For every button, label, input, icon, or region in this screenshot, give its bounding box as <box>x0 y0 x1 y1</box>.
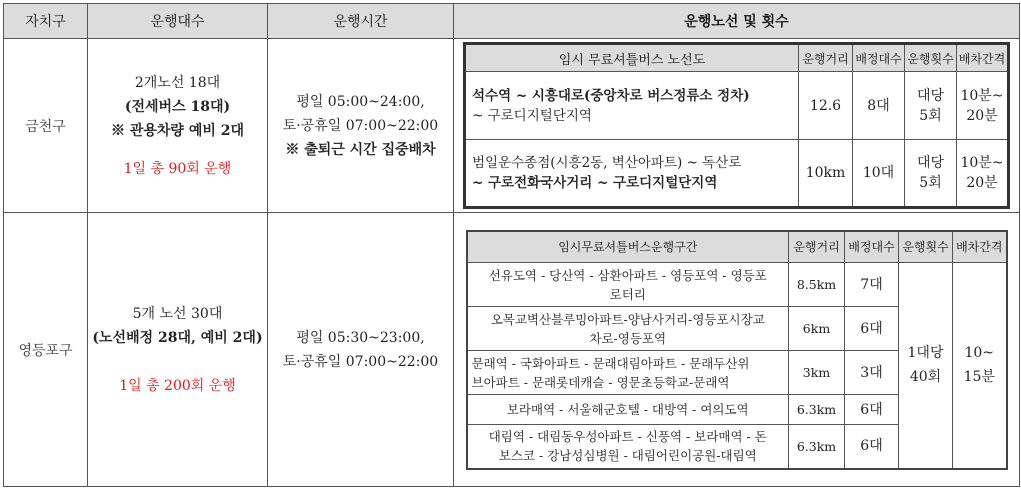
route-distance: 6.3km <box>789 425 845 469</box>
route-distance: 10km <box>799 140 853 208</box>
yeongdeungpo-route-table <box>466 230 1008 470</box>
time-note: ※ 출퇴근 시간 집중배차 <box>285 141 436 158</box>
route-table-header <box>465 44 1009 72</box>
route-buses: 6대 <box>845 395 899 425</box>
geumcheon-route-table <box>463 42 1010 209</box>
district-row-yeongdeungpo <box>4 213 1020 487</box>
route-buses: 8대 <box>853 72 905 140</box>
table-row <box>465 140 1009 208</box>
time-line: 토·공휴일 07:00~22:00 <box>282 117 439 134</box>
route-buses: 10대 <box>853 140 905 208</box>
shuttle-bus-table <box>3 3 1020 487</box>
table-row <box>465 72 1009 140</box>
route-trips: 1대당 40회 <box>899 263 953 469</box>
count-note: ※ 관용차량 예비 2대 <box>110 122 245 139</box>
route-buses: 6대 <box>845 425 899 469</box>
header-row <box>4 4 1020 39</box>
route-description: 오목교벽산블루밍아파트-양남사거리-영등포시장교 차로-영등포역 <box>467 307 789 351</box>
trips-header: 운행횟수 <box>905 44 957 72</box>
time-line: 토·공휴일 07:00~22:00 <box>282 353 439 370</box>
route-description: 보라매역 - 서울해군호텔 - 대방역 - 여의도역 <box>467 395 789 425</box>
buses-header: 배정대수 <box>845 231 899 263</box>
count-line: (노선배정 28대, 예비 2대) <box>92 329 263 346</box>
route-description <box>465 72 799 140</box>
route-distance: 12.6 <box>799 72 853 140</box>
route-line: ~ 구로디지털단지역 <box>472 107 592 124</box>
time-line: 평일 05:30~23:00, <box>296 329 425 346</box>
district-row-geumcheon <box>4 39 1020 213</box>
route-line: 석수역 ~ 시흥대로(중앙차로 버스정류소 정차) <box>472 87 750 104</box>
distance-header: 운행거리 <box>789 231 845 263</box>
routes-cell <box>454 213 1020 487</box>
bus-count-cell <box>88 39 268 213</box>
route-description: 대림역 - 대림동우성아파트 - 신풍역 - 보라매역 - 돈 보스코 - 강남성심병원 - 대림어린이공원-대림역 <box>467 425 789 469</box>
header-district: 자치구 <box>4 4 88 39</box>
time-line: 평일 05:00~24:00, <box>296 93 425 110</box>
operating-time-cell <box>268 213 454 487</box>
route-line: 범일운수종점(시흥2동, 벽산아파트) ~ 독산로 <box>472 155 742 171</box>
route-buses: 6대 <box>845 307 899 351</box>
route-interval: 10분~ 20분 <box>957 140 1009 208</box>
bus-count-cell <box>88 213 268 487</box>
route-distance: 3km <box>789 351 845 395</box>
route-header: 임시 무료셔틀버스 노선도 <box>465 44 799 72</box>
header-count: 운행대수 <box>88 4 268 39</box>
header-time: 운행시간 <box>268 4 454 39</box>
district-name: 금천구 <box>4 39 88 213</box>
route-description <box>465 140 799 208</box>
interval-header: 배차간격 <box>953 231 1007 263</box>
route-interval: 10분~ 20분 <box>957 72 1009 140</box>
route-header: 임시무료셔틀버스운행구간 <box>467 231 789 263</box>
route-trips: 대당 5회 <box>905 140 957 208</box>
route-trips: 대당 5회 <box>905 72 957 140</box>
count-line: 5개 노선 30대 <box>132 305 223 322</box>
route-table-header <box>467 231 1007 263</box>
buses-header: 배정대수 <box>853 44 905 72</box>
route-description: 선유도역 - 당산역 - 삼환아파트 - 영등포역 - 영등포 로터리 <box>467 263 789 307</box>
district-name: 영등포구 <box>4 213 88 487</box>
header-routes: 운행노선 및 횟수 <box>454 4 1020 39</box>
total-trips: 1일 총 90회 운행 <box>123 160 232 177</box>
operating-time-cell <box>268 39 454 213</box>
route-interval: 10~ 15분 <box>953 263 1007 469</box>
route-description: 문래역 - 국화아파트 - 문래대림아파트 - 문래두산위 브아파트 - 문래롯데캐슬 - 영문초등학교-문래역 <box>467 351 789 395</box>
route-distance: 6km <box>789 307 845 351</box>
count-line: 2개노선 18대 <box>134 74 221 91</box>
route-buses: 3대 <box>845 351 899 395</box>
count-line: (전세버스 18대) <box>124 98 231 115</box>
route-buses: 7대 <box>845 263 899 307</box>
interval-header: 배차간격 <box>957 44 1009 72</box>
total-trips: 1일 총 200회 운행 <box>119 377 236 394</box>
trips-header: 운행횟수 <box>899 231 953 263</box>
route-line: ~ 구로전화국사거리 ~ 구로디지털단지역 <box>472 175 718 191</box>
route-distance: 8.5km <box>789 263 845 307</box>
routes-cell <box>454 39 1020 213</box>
route-distance: 6.3km <box>789 395 845 425</box>
table-row <box>467 263 1007 307</box>
distance-header: 운행거리 <box>799 44 853 72</box>
